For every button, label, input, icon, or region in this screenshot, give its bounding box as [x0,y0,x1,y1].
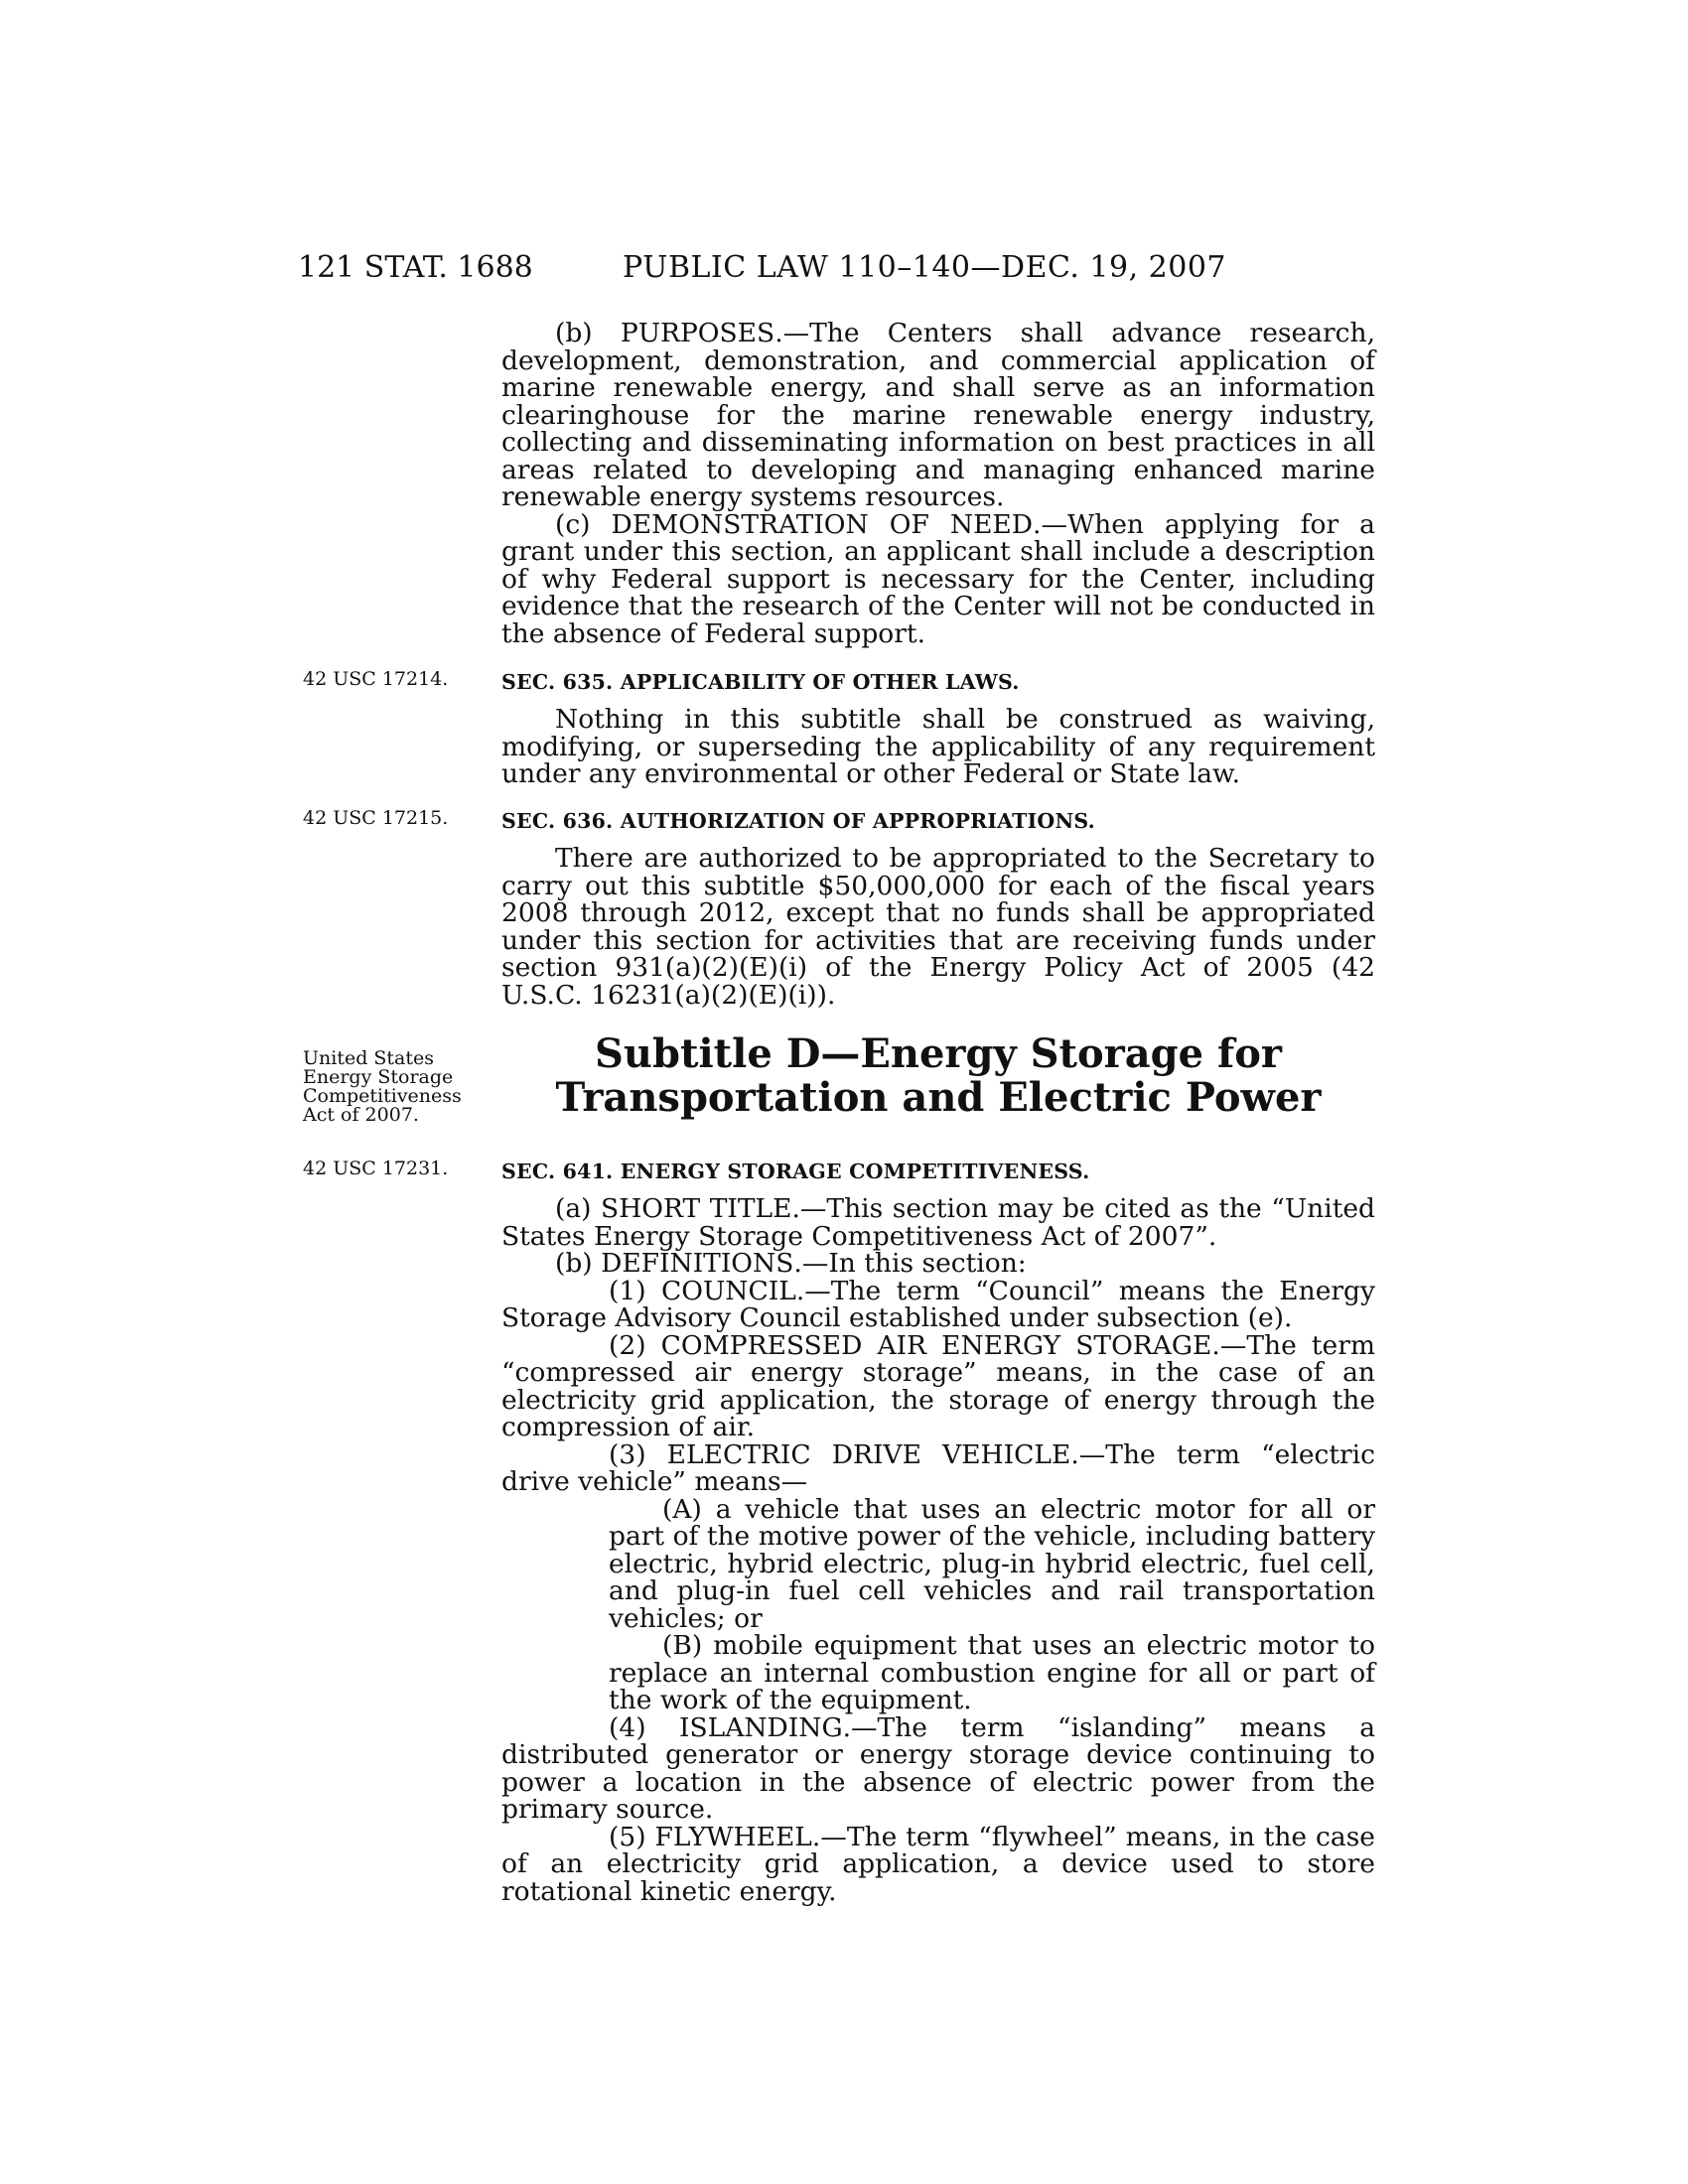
paragraph-a-short-title: (a) SHORT TITLE.—This section may be cited as the “United States Energy Storage Competitiveness Act of 2007”. [501,1193,1375,1252]
section-635-heading: SEC. 635. APPLICABILITY OF OTHER LAWS. [501,670,1020,694]
section-636-text: There are authorized to be appropriated to the Secretary to carry out this subtitle $50,000,000 for each of the fiscal years 2008 through 2012, except that no funds shall be appropriated under this section for activities that are receiving funds under section 931(a)(2)(E)(i) of the Energy Policy Act of 2005 (42 U.S.C. 16231(a)(2)(E)(i)). [501,843,1375,1011]
subtitle-line-1: Subtitle D—Energy Storage for [595,1030,1282,1077]
definition-5-flywheel: (5) FLYWHEEL.—The term “flywheel” means, in the case of an electricity grid application, a device used to store rotational kinetic energy. [501,1821,1375,1907]
section-635-text: Nothing in this subtitle shall be construed as waiving, modifying, or superseding the applicability of any requirement under any environmental or other Federal or State law. [501,704,1375,789]
continued-section-text [501,320,1375,647]
subtitle-heading [501,1032,1375,1120]
running-header [298,250,1370,290]
section-636-heading: SEC. 636. AUTHORIZATION OF APPROPRIATIONS. [501,809,1095,833]
law-title: PUBLIC LAW 110–140—DEC. 19, 2007 [623,250,1227,285]
definition-4-islanding: (4) ISLANDING.—The term “islanding” means a distributed generator or energy storage device continuing to power a location in the absence of electric power from the primary source. [501,1711,1375,1825]
margin-note-17231: 42 USC 17231. [303,1158,449,1179]
paragraph-c-demonstration: (c) DEMONSTRATION OF NEED.—When applying for a grant under this section, an applicant shall include a description of why Federal support is necessary for the Center, including evidence that the research of the Center will not be conducted in the absence of Federal support. [501,508,1375,649]
definition-3a: (A) a vehicle that uses an electric motor for all or part of the motive power of the vehicle, including battery electric, hybrid electric, plug-in hybrid electric, fuel cell, and plug-in fuel cell vehicles and rail transportation vehicles; or [609,1493,1375,1634]
stat-page-number: 121 STAT. 1688 [298,250,533,285]
definition-2-compressed-air: (2) COMPRESSED AIR ENERGY STORAGE.—The term “compressed air energy storage” means, in the case of an electricity grid application, the storage of energy through the compression of air. [501,1329,1375,1442]
section-641-body [501,1195,1375,1905]
margin-note-17214: 42 USC 17214. [303,668,449,690]
definition-1-council: (1) COUNCIL.—The term “Council” means the Energy Storage Advisory Council established under subsection (e). [501,1275,1375,1333]
margin-note-act-title: United States Energy Storage Competitiveness Act of 2007. [303,1047,462,1126]
definition-3-electric-drive-vehicle: (3) ELECTRIC DRIVE VEHICLE.—The term “electric drive vehicle” means— [501,1438,1375,1497]
section-635-body [501,706,1375,788]
definition-3b: (B) mobile equipment that uses an electric motor to replace an internal combustion engine for all or part of the work of the equipment. [609,1630,1375,1715]
paragraph-b-definitions: (b) DEFINITIONS.—In this section: [555,1248,1027,1279]
section-636-body [501,845,1375,1009]
section-641-heading: SEC. 641. ENERGY STORAGE COMPETITIVENESS. [501,1160,1090,1183]
paragraph-b-purposes: (b) PURPOSES.—The Centers shall advance research, development, demonstration, and commercial application of marine renewable energy, and shall serve as an information clearinghouse for the marine renewable energy industry, collecting and disseminating information on best practices in all areas related to developing and managing enhanced marine renewable energy systems resources. [501,318,1375,512]
margin-note-17215: 42 USC 17215. [303,807,449,829]
subtitle-line-2: Transportation and Electric Power [555,1074,1322,1121]
